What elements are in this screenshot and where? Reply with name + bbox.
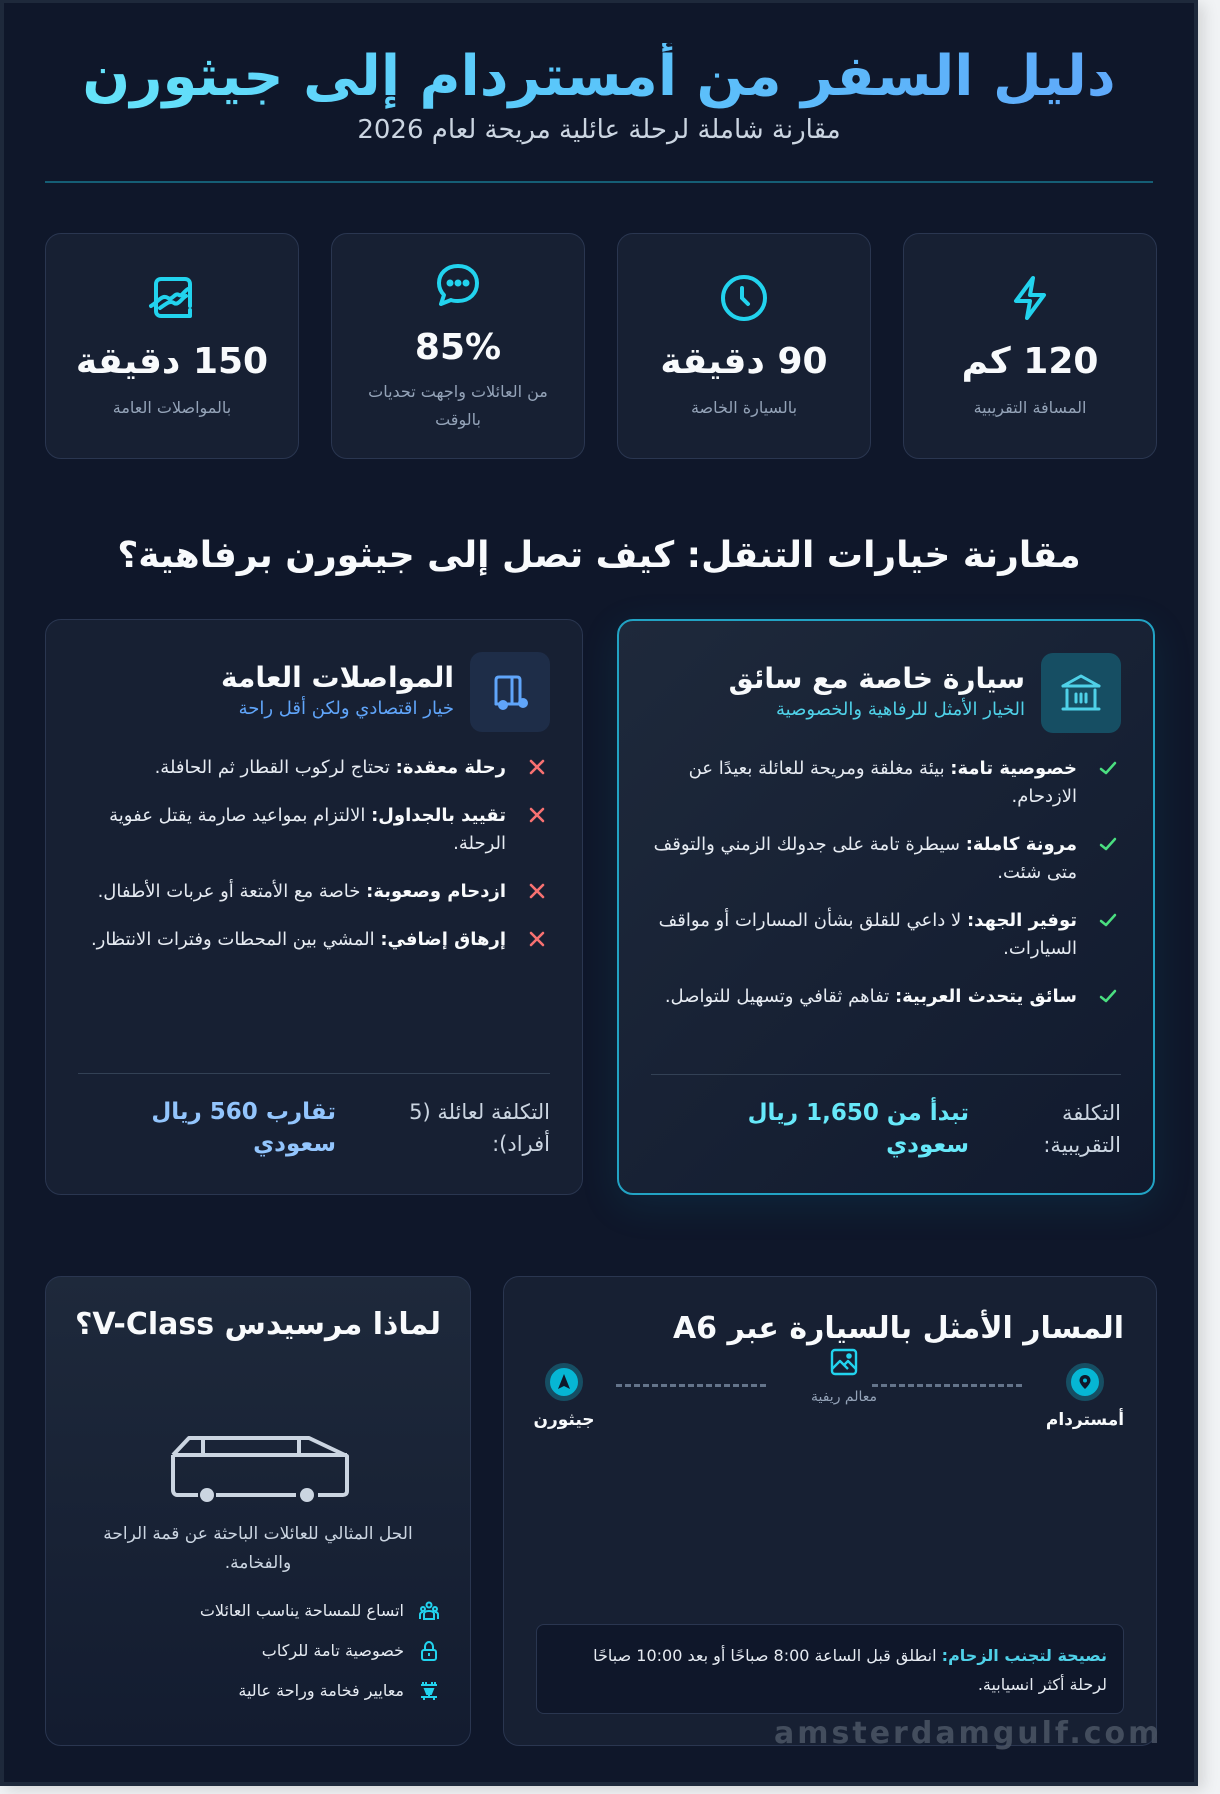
stat-value: 150 دقيقة [75, 341, 269, 382]
private-car-icon-box [1041, 653, 1121, 733]
feature-item: اتساع للمساحة يناسب العائلات [76, 1599, 440, 1623]
stat-label: من العائلات واجهت تحديات بالوقت [368, 382, 548, 429]
cost-label: التكلفة التقريبية: [1043, 1101, 1121, 1157]
list-item: توفير الجهد: لا داعي للقلق بشأن المسارات أو مواقف السيارات. [651, 907, 1121, 963]
page-title: دليل السفر من أمستردام إلى جيثورن [4, 43, 1194, 111]
cost-value: تبدأ من 1,650 ريال سعودي [747, 1100, 969, 1158]
watermark: amsterdamgulf.com [774, 1716, 1163, 1751]
public-transport-icon-box [470, 652, 550, 732]
cross-icon [526, 804, 548, 826]
train-icon [488, 670, 532, 714]
vclass-description: الحل المثالي للعائلات الباحثة عن قمة الراحة والفخامة. [103, 1524, 413, 1573]
private-car-title: سيارة خاصة مع سائق [728, 662, 1025, 695]
route-middle-label: معالم ريفية [810, 1389, 878, 1405]
route-start-label: أمستردام [1045, 1410, 1125, 1430]
public-transport-card [45, 619, 583, 1195]
public-transport-drawbacks [78, 754, 550, 974]
landscape-image-icon [829, 1347, 859, 1377]
route-title: المسار الأمثل بالسيارة عبر A6 [672, 1311, 1124, 1346]
stat-label: بالمواصلات العامة [112, 398, 232, 417]
check-icon [1097, 909, 1119, 931]
comparison-section-title: مقارنة خيارات التنقل: كيف تصل إلى جيثورن برفاهية؟ [117, 535, 1081, 576]
cross-icon [526, 880, 548, 902]
lock-icon [418, 1640, 440, 1662]
chat-bubble-icon [432, 260, 484, 312]
cost-label: التكلفة لعائلة (5 أفراد): [409, 1100, 550, 1156]
page-subtitle: مقارنة شاملة لرحلة عائلية مريحة لعام 2026 [357, 115, 841, 145]
stat-label: المسافة التقريبية [973, 398, 1087, 417]
list-item: مرونة كاملة: سيطرة تامة على جدولك الزمني والتوقف متى شئت. [651, 831, 1121, 887]
cost-divider [78, 1073, 550, 1074]
luxury-icon [418, 1680, 440, 1702]
vclass-features [76, 1599, 440, 1719]
stat-card-public-time [45, 233, 299, 459]
feature-item: خصوصية تامة للركاب [76, 1639, 440, 1663]
clock-icon [718, 272, 770, 324]
check-icon [1097, 757, 1119, 779]
stat-card-distance [903, 233, 1157, 459]
route-dash-1 [872, 1384, 1024, 1387]
private-car-card [617, 619, 1155, 1195]
route-card [503, 1276, 1157, 1746]
cost-value: تقارب 560 ريال سعودي [151, 1099, 336, 1157]
private-car-benefits [651, 755, 1121, 1031]
bolt-icon [1004, 272, 1056, 324]
list-item: رحلة معقدة: تحتاج لركوب القطار ثم الحافلة. [78, 754, 550, 782]
public-transport-title: المواصلات العامة [221, 661, 454, 694]
cross-icon [526, 928, 548, 950]
feature-item: معايير فخامة وراحة عالية [76, 1679, 440, 1703]
bank-building-icon [1059, 671, 1103, 715]
public-transport-subtitle: خيار اقتصادي ولكن أقل راحة [238, 698, 454, 719]
vclass-card [45, 1276, 471, 1746]
cost-divider [651, 1074, 1121, 1075]
private-car-subtitle: الخيار الأمثل للرفاهية والخصوصية [776, 699, 1025, 720]
cross-icon [526, 756, 548, 778]
route-start [1040, 1363, 1130, 1430]
vclass-title: لماذا مرسيدس V-Class؟ [74, 1307, 442, 1342]
route-end-label: جيثورن [533, 1410, 595, 1430]
location-pin-icon [1066, 1363, 1104, 1401]
route-dash-2 [616, 1384, 768, 1387]
list-item: سائق يتحدث العربية: تفاهم ثقافي وتسهيل للتواصل. [651, 983, 1121, 1011]
navigation-arrow-icon [545, 1363, 583, 1401]
check-icon [1097, 985, 1119, 1007]
route-end [526, 1363, 602, 1430]
list-item: تقييد بالجداول: الالتزام بمواعيد صارمة يقتل عفوية الرحلة. [78, 802, 550, 858]
list-item: إرهاق إضافي: المشي بين المحطات وفترات الانتظار. [78, 926, 550, 954]
stat-value: 85% [414, 327, 502, 368]
stat-value: 90 دقيقة [660, 341, 828, 382]
stat-value: 120 كم [961, 341, 1099, 382]
check-icon [1097, 833, 1119, 855]
list-item: خصوصية تامة: بيئة مغلقة ومريحة للعائلة بعيدًا عن الازدحام. [651, 755, 1121, 811]
stat-card-families [331, 233, 585, 459]
traffic-tip: نصيحة لتجنب الزحام: انطلق قبل الساعة 8:00 صباحًا أو بعد 10:00 صباحًا لرحلة أكثر انسيابية. [536, 1624, 1124, 1714]
header-divider [45, 181, 1153, 183]
family-icon [418, 1600, 440, 1622]
stat-label: بالسيارة الخاصة [690, 398, 798, 417]
van-icon [171, 1435, 349, 1505]
stat-card-private-time [617, 233, 871, 459]
chart-image-icon [146, 272, 198, 324]
list-item: ازدحام وصعوبة: خاصة مع الأمتعة أو عربات الأطفال. [78, 878, 550, 906]
route-middle [794, 1347, 894, 1405]
